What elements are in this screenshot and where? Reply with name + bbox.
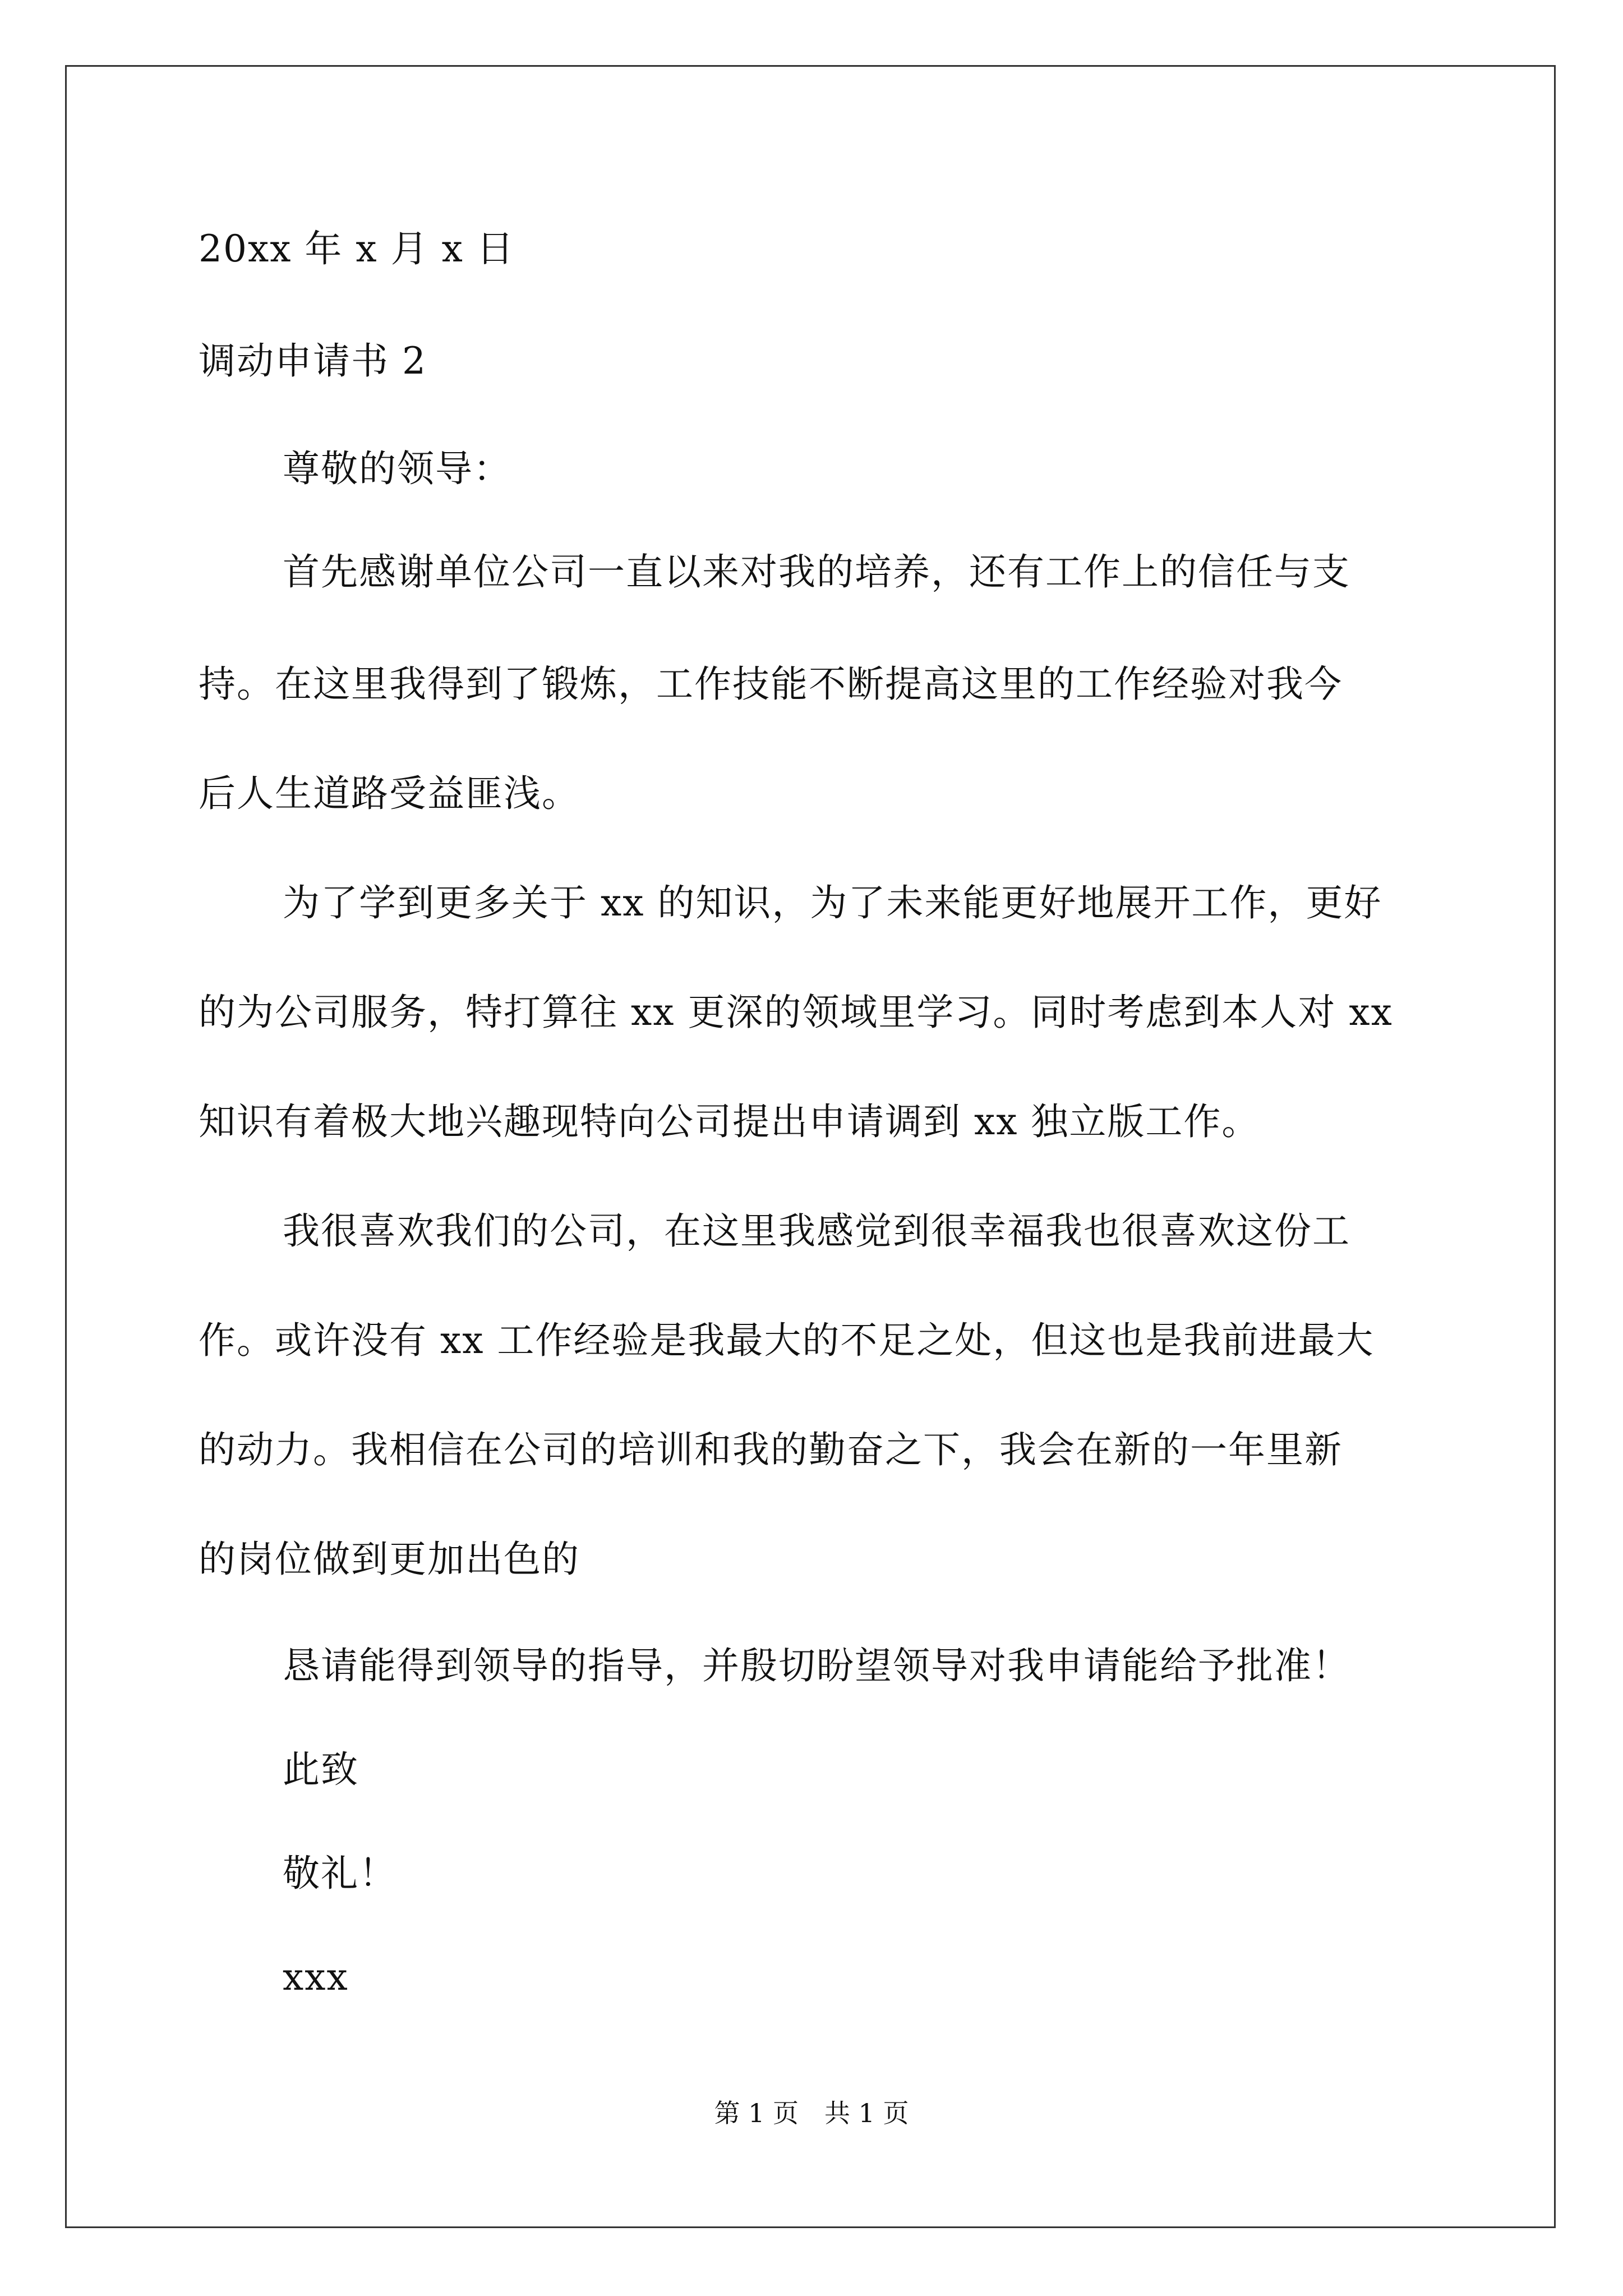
paragraph-1-line-2: 持。在这里我得到了锻炼，工作技能不断提高这里的工作经验对我今 (199, 662, 1343, 706)
paragraph-1-line-1: 首先感谢单位公司一直以来对我的培养，还有工作上的信任与支 (283, 550, 1350, 593)
paragraph-1-line-3: 后人生道路受益匪浅。 (199, 772, 580, 815)
signature: xxx (283, 1955, 349, 1999)
salutation: 尊敬的领导： (283, 447, 511, 490)
paragraph-2-line-3: 知识有着极大地兴趣现特向公司提出申请调到 xx 独立版工作。 (199, 1100, 1260, 1143)
paragraph-3-line-2: 作。或许没有 xx 工作经验是我最大的不足之处，但这也是我前进最大 (199, 1319, 1375, 1362)
paragraph-2-line-1: 为了学到更多关于 xx 的知识，为了未来能更好地展开工作，更好 (283, 881, 1382, 924)
document-title: 调动申请书 2 (199, 339, 427, 383)
paragraph-4-line-1: 恳请能得到领导的指导，并殷切盼望领导对我申请能给予批准！ (283, 1644, 1350, 1687)
paragraph-3-line-4: 的岗位做到更加出色的 (199, 1538, 580, 1581)
page-frame (65, 65, 1556, 2228)
paragraph-2-line-2: 的为公司服务，特打算往 xx 更深的领域里学习。同时考虑到本人对 xx (199, 991, 1393, 1034)
paragraph-3-line-3: 的动力。我相信在公司的培训和我的勤奋之下，我会在新的一年里新 (199, 1428, 1343, 1471)
page-footer: 第 1 页 共 1 页 (714, 2098, 909, 2128)
paragraph-3-line-1: 我很喜欢我们的公司，在这里我感觉到很幸福我也很喜欢这份工 (283, 1209, 1350, 1253)
closing-2: 敬礼！ (283, 1852, 397, 1895)
closing-1: 此致 (283, 1748, 359, 1791)
document-date: 20xx 年 x 月 x 日 (199, 227, 515, 270)
